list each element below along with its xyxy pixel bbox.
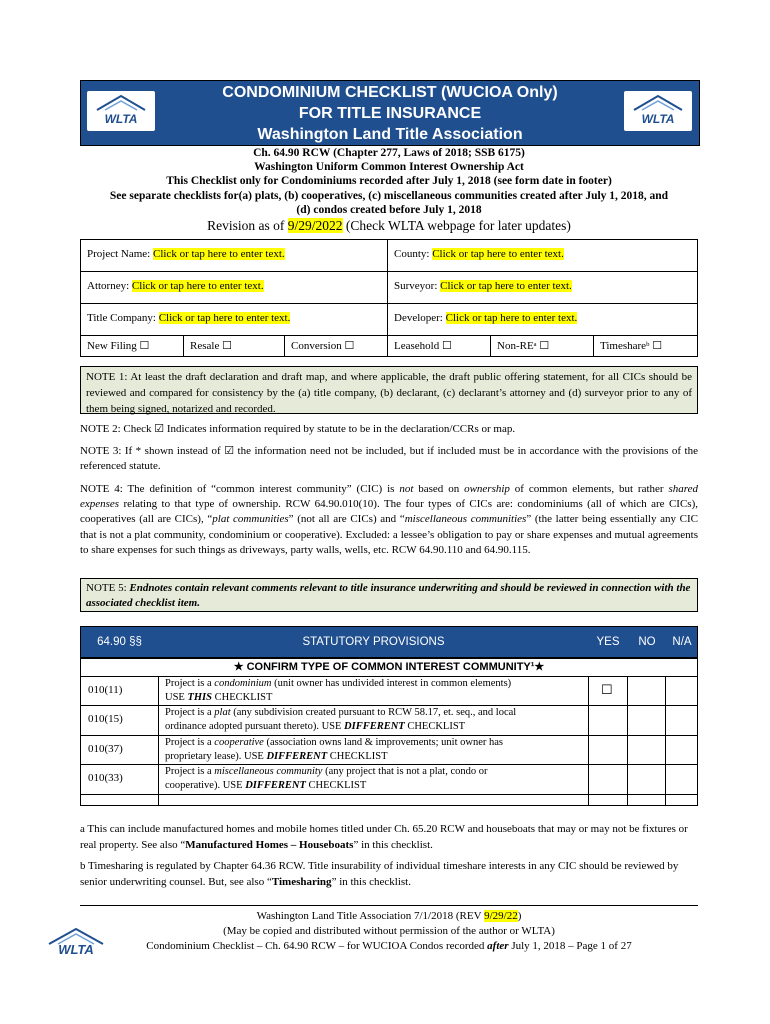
revision-line: Revision as of 9/29/2022 (Check WLTA webpage for later updates) — [207, 218, 571, 233]
note-4: NOTE 4: The definition of “common interest community” (CIC) is not based on ownership of common elements, but rather shared expenses relating to that type of ownership. RCW 64.90.010(10). The four types of CICs are: condominiums (all of which are CICs), cooperatives (all are CICs), “plat communities” (not all are CICs) and “miscellaneous communities” (the latter being essentially any CIC that is not a plat community, condominium or cooperative). Excluded: a lessee’s obligation to pay or share expenses and mutual agreements to share expenses for such things as driveways, party walls, wells, etc. RCW 64.90.110 and 64.90.115. — [80, 483, 698, 556]
row-code: 010(33) — [88, 772, 123, 784]
header-banner — [80, 80, 700, 146]
row-code: 010(11) — [88, 684, 123, 696]
table-row: Project is a miscellaneous community (any project that is not a plat, condo or cooperative). USE DIFFERENT CHECKLIST — [165, 766, 488, 791]
subheader-line-4: See separate checklists for(a) plats, (b) cooperatives, (c) miscellaneous communities created after July 1, 2018, and — [109, 190, 669, 202]
col-header-section: 64.90 §§ — [97, 636, 142, 648]
subheader-line-1: Ch. 64.90 RCW (Chapter 277, Laws of 2018; SSB 6175) — [253, 147, 525, 159]
subheader-line-5: (d) condos created before July 1, 2018 — [296, 204, 482, 216]
row-code: 010(15) — [88, 713, 123, 725]
project-name-field[interactable]: Project Name: Click or tap here to enter text. — [80, 239, 388, 272]
new-filing-checkbox[interactable]: New Filing ☐ — [80, 335, 184, 357]
attorney-field[interactable]: Attorney: Click or tap here to enter text. — [80, 271, 388, 304]
subheader-line-3: This Checklist only for Condominiums recorded after July 1, 2018 (see form date in footer) — [166, 175, 612, 187]
surveyor-field[interactable]: Surveyor: Click or tap here to enter text. — [387, 271, 698, 304]
title-line-1: CONDOMINIUM CHECKLIST (WUCIOA Only) — [222, 84, 558, 101]
wlta-logo-left: WLTA — [87, 91, 155, 131]
revision-date: 9/29/2022 — [287, 218, 343, 233]
resale-checkbox[interactable]: Resale ☐ — [183, 335, 285, 357]
footer-line-2: (May be copied and distributed without permission of the author or WLTA) — [223, 925, 555, 937]
yes-checkbox[interactable]: ☐ — [601, 682, 613, 697]
footer-line-3: Condominium Checklist – Ch. 64.90 RCW – for WUCIOA Condos recorded after July 1, 2018 – Page 1 of 27 — [146, 940, 632, 952]
timeshare-checkbox[interactable]: Timeshareᵇ ☐ — [593, 335, 698, 357]
table-header — [80, 626, 698, 658]
col-header-no: NO — [638, 636, 656, 648]
footer-rule — [80, 905, 698, 906]
house-icon — [632, 94, 684, 112]
col-header-na: N/A — [672, 636, 692, 648]
note-5: NOTE 5: Endnotes contain relevant comments relevant to title insurance underwriting and should be reviewed in connection with the associated checklist item. — [80, 578, 698, 612]
title-company-field[interactable]: Title Company: Click or tap here to enter text. — [80, 303, 388, 336]
note-3: NOTE 3: If * shown instead of ☑ the information need not be included, but if included must be in accordance with the provisions of the referenced statute. — [80, 445, 698, 472]
wlta-logo-right: WLTA — [624, 91, 692, 131]
table-row: Project is a cooperative (association owns land & improvements; unit owner has proprietary lease). USE DIFFERENT CHECKLIST — [165, 737, 503, 762]
note-2: NOTE 2: Check ☑ Indicates information required by statute to be in the declaration/CCRs or map. — [80, 423, 516, 435]
title-line-2: FOR TITLE INSURANCE — [298, 105, 482, 122]
footnote-a: a This can include manufactured homes and mobile homes titled under Ch. 65.20 RCW and houseboats that may or may not be fixtures or real property. See also “Manufactured Homes – Houseboats” in this checklist. — [80, 823, 688, 851]
county-field[interactable]: County: Click or tap here to enter text. — [387, 239, 698, 272]
developer-field[interactable]: Developer: Click or tap here to enter text. — [387, 303, 698, 336]
title-line-3: Washington Land Title Association — [257, 126, 523, 143]
wlta-logo-footer: WLTA — [46, 926, 106, 960]
row-code: 010(37) — [88, 743, 123, 755]
subheader-line-2: Washington Uniform Common Interest Ownership Act — [254, 161, 524, 173]
leasehold-checkbox[interactable]: Leasehold ☐ — [387, 335, 491, 357]
note-1: NOTE 1: At least the draft declaration and draft map, and where applicable, the draft public offering statement, for all CICs should be reviewed and compared for consistency by the (a) title company, (b) declarant, (c) declarant’s attorney and (d) surveyor prior to any of them being signed, notarized and recorded. — [80, 366, 698, 414]
table-row: Project is a plat (any subdivision created pursuant to RCW 58.17, et. seq., and local ordinance adopted pursuant thereto). USE DIFFERENT CHECKLIST — [165, 707, 517, 732]
col-header-provisions: STATUTORY PROVISIONS — [302, 636, 445, 648]
conversion-checkbox[interactable]: Conversion ☐ — [284, 335, 388, 357]
table-row: Project is a condominium (unit owner has undivided interest in common elements) USE THIS CHECKLIST — [165, 678, 512, 703]
col-header-yes: YES — [596, 636, 620, 648]
footer-line-1: Washington Land Title Association 7/1/2018 (REV 9/29/22) — [256, 910, 522, 922]
footnote-b: b Timesharing is regulated by Chapter 64.36 RCW. Title insurability of individual timeshare interests in any CIC should be reviewed by senior underwriting counsel. But, see also “Timesharing” in this checklist. — [80, 860, 679, 888]
non-re-checkbox[interactable]: Non-REᵃ ☐ — [490, 335, 594, 357]
section-heading: ★ CONFIRM TYPE OF COMMON INTEREST COMMUNITY¹★ — [233, 661, 545, 673]
